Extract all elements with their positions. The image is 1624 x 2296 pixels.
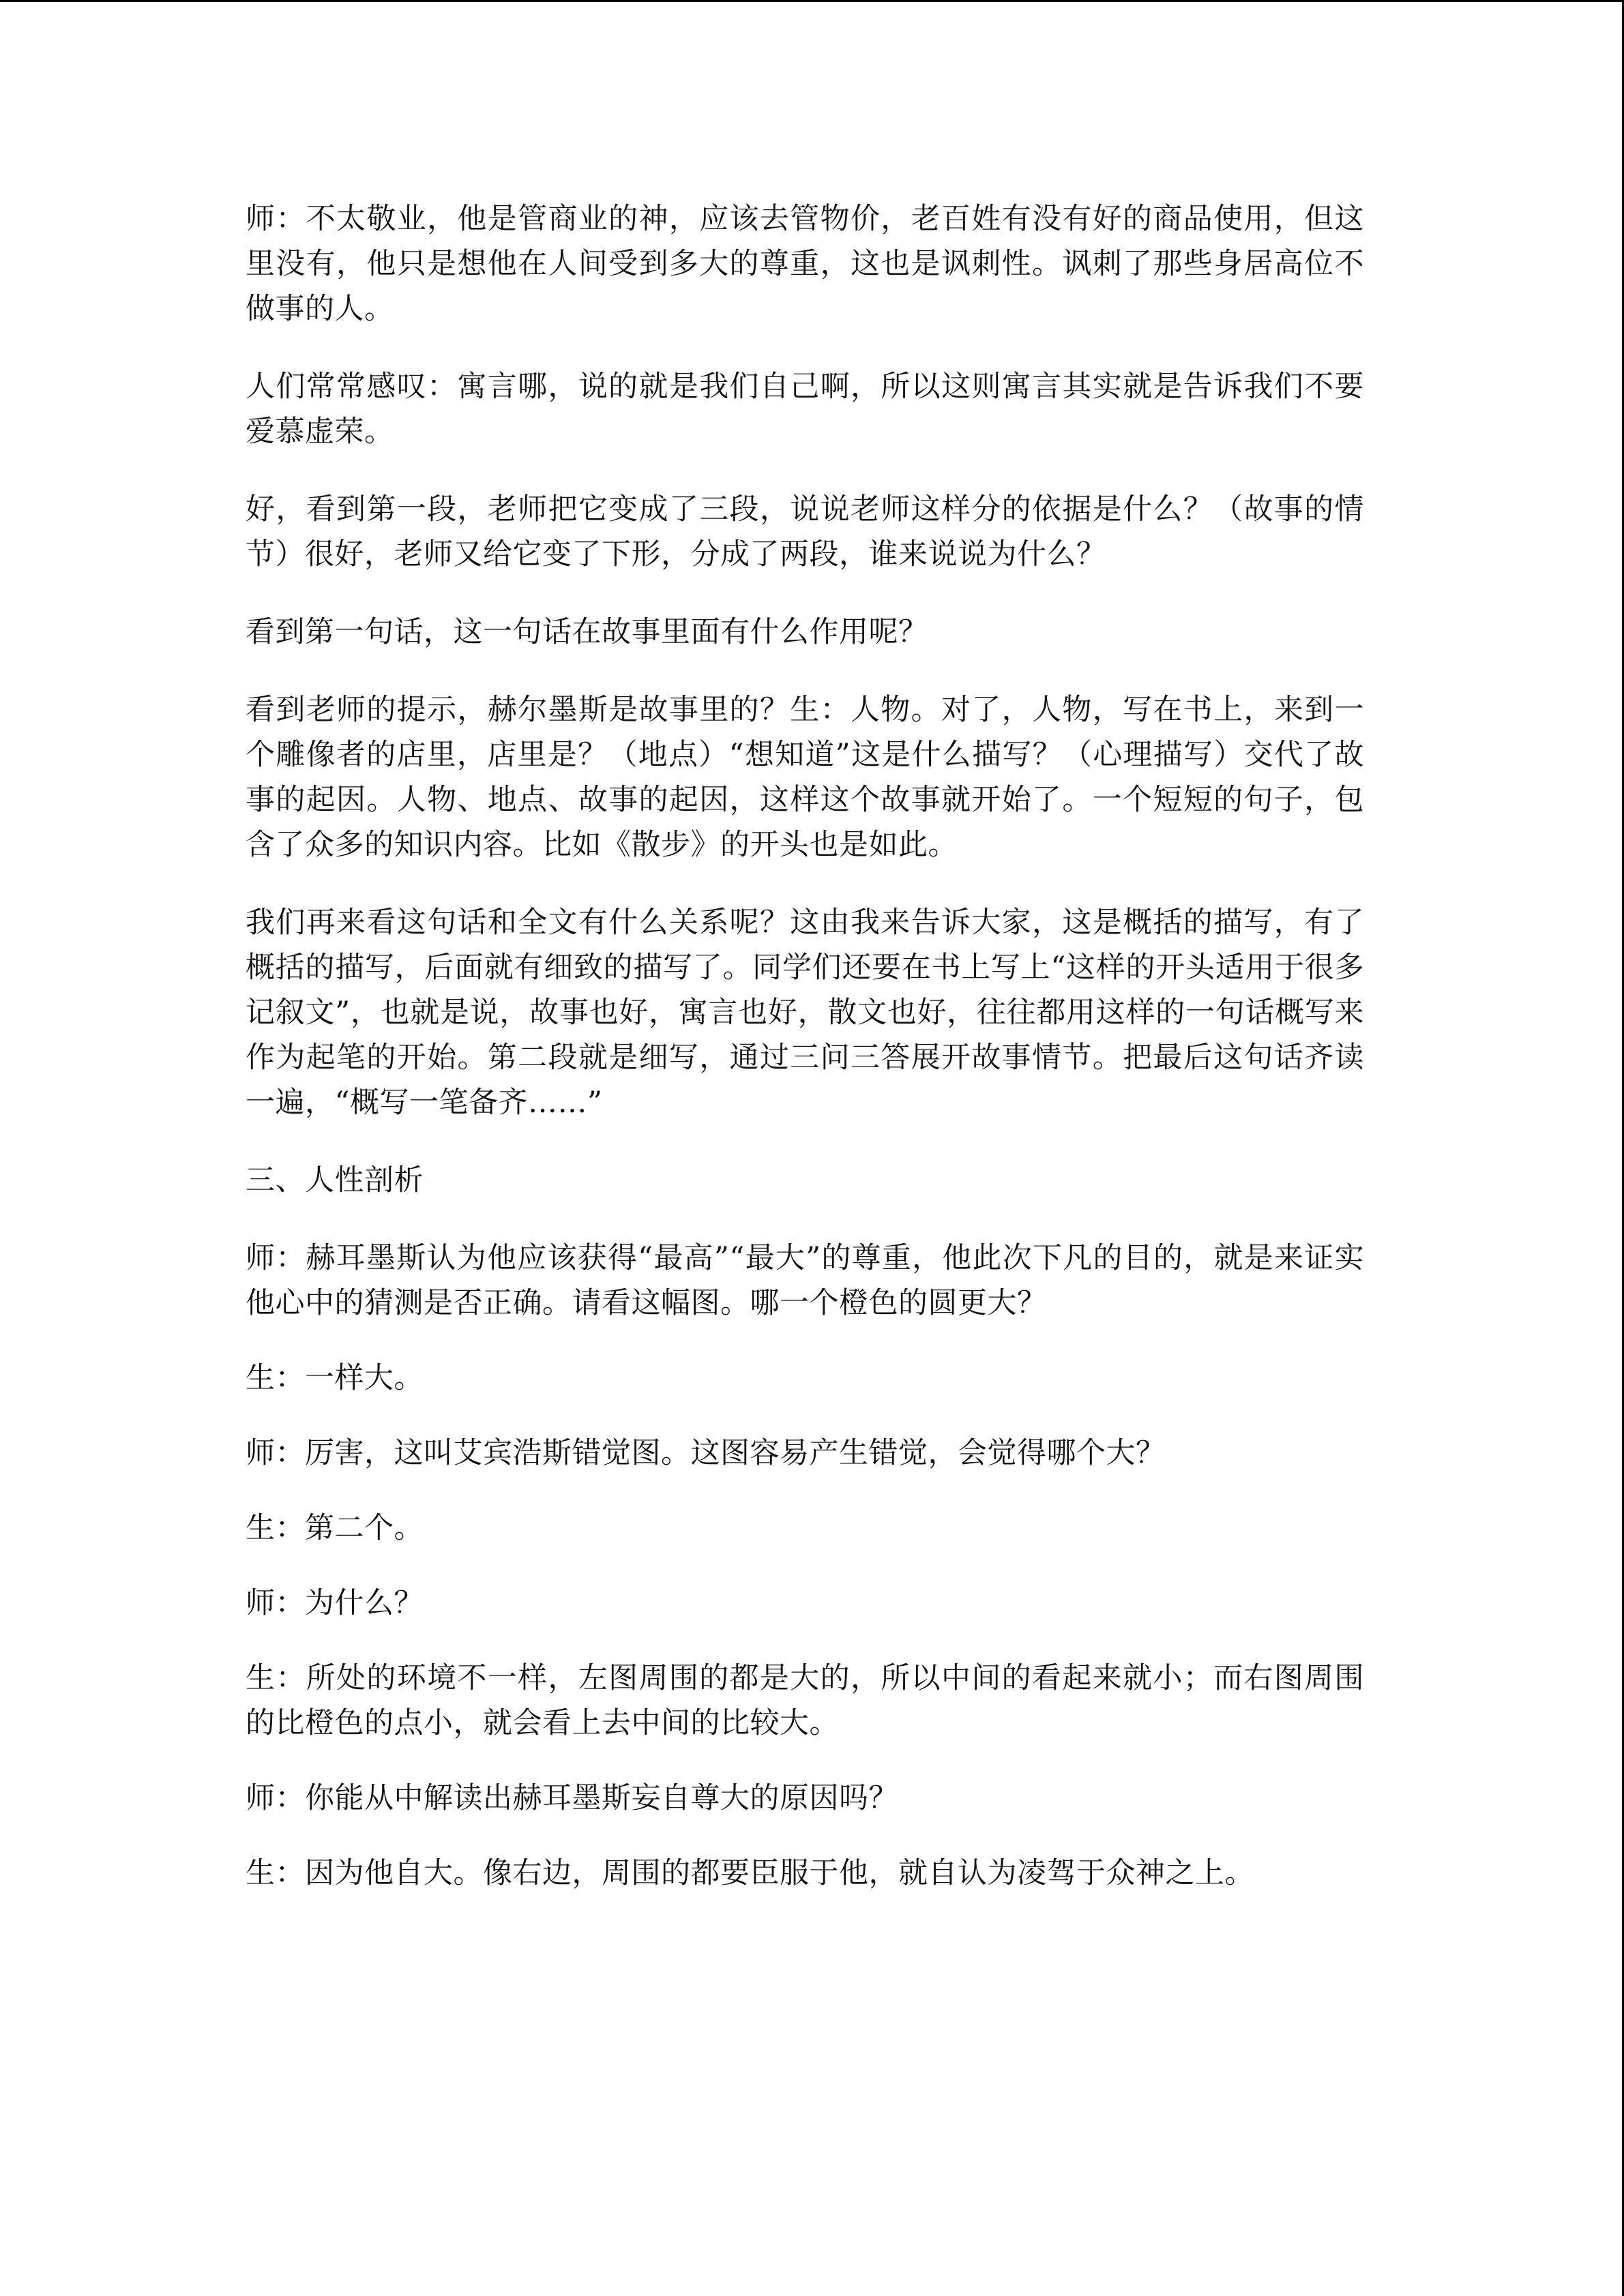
paragraph: 师：不太敬业，他是管商业的神，应该去管物价，老百姓有没有好的商品使用，但这里没有，他只是想他在人间受到多大的尊重，这也是讽刺性。讽刺了那些身居高位不做事的人。 (246, 202, 1364, 326)
paragraph: 生：因为他自大。像右边，周围的都要臣服于他，就自认为凌驾于众神之上。 (246, 1856, 1254, 1890)
paragraph: 师：厉害，这叫艾宾浩斯错觉图。这图容易产生错觉，会觉得哪个大？ (246, 1436, 1166, 1470)
paragraph: 师：你能从中解读出赫耳墨斯妄自尊大的原因吗？ (246, 1781, 898, 1815)
paragraph: 生：第二个。 (246, 1511, 424, 1545)
paragraph: 看到老师的提示，赫尔墨斯是故事里的？生：人物。对了，人物，写在书上，来到一个雕像者的店里，店里是？（地点）“想知道”这是什么描写？（心理描写）交代了故事的起因。人物、地点、故事的起因，这样这个故事就开始了。一个短短的句子，包含了众多的知识内容。比如《散步》的开头也是如此。 (246, 693, 1364, 862)
section-heading: 三、人性剖析 (246, 1163, 424, 1197)
paragraph: 师：赫耳墨斯认为他应该获得“最高”“最大”的尊重，他此次下凡的目的，就是来证实他心中的猜测是否正确。请看这幅图。哪一个橙色的圆更大？ (246, 1241, 1364, 1320)
paragraph: 看到第一句话，这一句话在故事里面有什么作用呢？ (246, 615, 928, 649)
paragraph: 人们常常感叹：寓言哪，说的就是我们自己啊，所以这则寓言其实就是告诉我们不要爱慕虚荣。 (246, 370, 1364, 449)
paragraph: 师：为什么？ (246, 1586, 424, 1620)
paragraph: 生：所处的环境不一样，左图周围的都是大的，所以中间的看起来就小；而右图周围的比橙色的点小，就会看上去中间的比较大。 (246, 1661, 1364, 1740)
document-body (246, 196, 1364, 1926)
paragraph: 生：一样大。 (246, 1361, 424, 1395)
paragraph: 好，看到第一段，老师把它变成了三段，说说老师这样分的依据是什么？（故事的情节）很好，老师又给它变了下形，分成了两段，谁来说说为什么？ (246, 492, 1364, 571)
paragraph: 我们再来看这句话和全文有什么关系呢？这由我来告诉大家，这是概括的描写，有了概括的描写，后面就有细致的描写了。同学们还要在书上写上“这样的开头适用于很多记叙文”，也就是说，故事也好，寓言也好，散文也好，往往都用这样的一句话概写来作为起笔的开始。第二段就是细写，通过三问三答展开故事情节。把最后这句话齐读一遍，“概写一笔备齐……” (246, 906, 1364, 1120)
